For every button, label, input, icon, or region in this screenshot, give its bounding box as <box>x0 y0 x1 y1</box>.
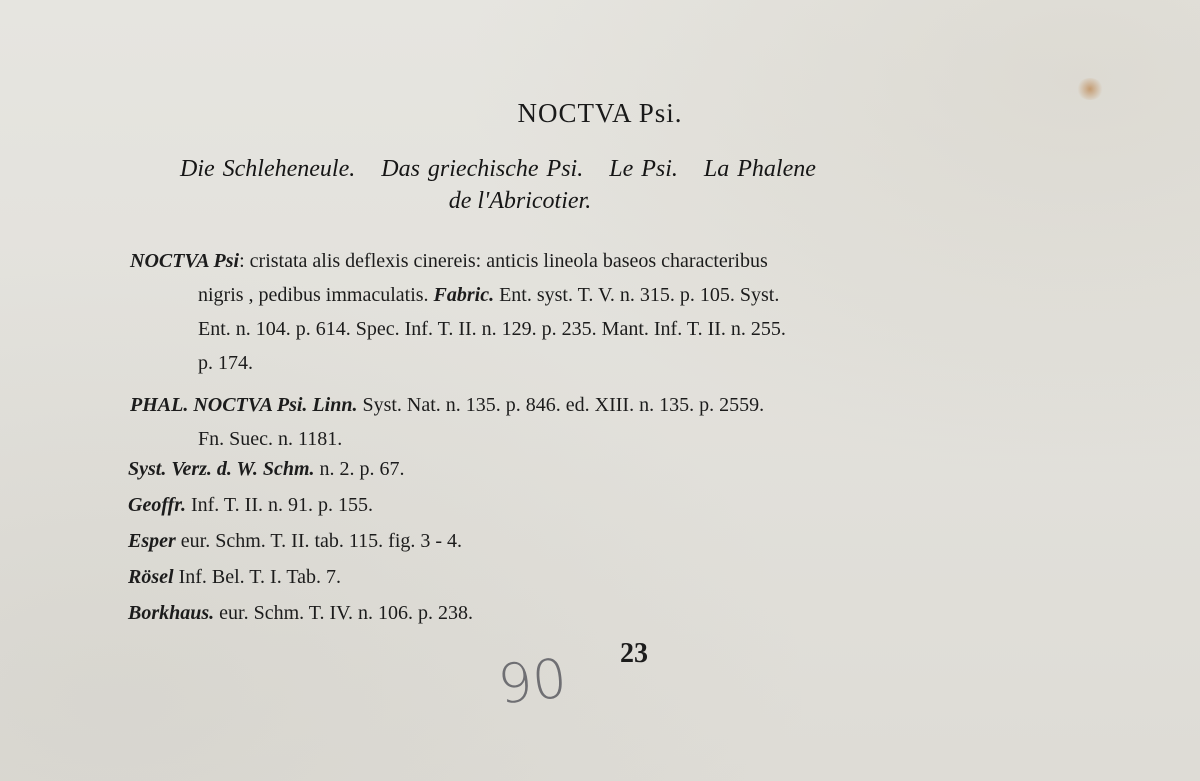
citation <box>128 494 373 517</box>
citation-author: Esper <box>128 530 176 552</box>
citation-author: Rösel <box>128 566 174 588</box>
entry-author: NOCTVA Psi <box>130 250 240 272</box>
entry-line-2-ref: Ent. syst. T. V. n. 315. p. 105. Syst. <box>499 284 780 306</box>
linnaeus-line-1 <box>130 388 1085 422</box>
description-entry <box>130 244 1085 380</box>
subtitle-name-french: Le Psi. <box>609 156 678 182</box>
citation-author: Borkhaus. <box>128 602 215 624</box>
subtitle-line-2: de l'Abricotier. <box>448 188 592 214</box>
citation <box>128 566 341 589</box>
entry-line-1 <box>130 244 1085 278</box>
citation-author: Geoffr. <box>128 494 186 516</box>
subtitle-line-1 <box>180 153 1030 185</box>
subtitle-name-german-2: Das griechische Psi. <box>381 156 584 182</box>
subtitle <box>180 153 1030 217</box>
entry-line-4: p. 174. <box>198 352 253 374</box>
entry-text: : cristata alis deflexis cinereis: anticis lineola baseos characteribus <box>239 250 768 272</box>
subtitle-name-german: Die Schleheneule. <box>180 156 356 182</box>
entry-line-2 <box>130 278 1085 312</box>
linnaeus-line-2: Fn. Suec. n. 1181. <box>198 428 343 450</box>
citation <box>128 458 405 481</box>
page-number: 23 <box>620 638 648 669</box>
linnaeus-text: Syst. Nat. n. 135. p. 846. ed. XIII. n. 135. p. 2559. <box>362 394 765 416</box>
citation-text: eur. Schm. T. II. tab. 115. fig. 3 - 4. <box>180 530 463 552</box>
linnaeus-author: PHAL. NOCTVA Psi. Linn. <box>130 394 358 416</box>
citation-text: Inf. T. II. n. 91. p. 155. <box>190 494 373 516</box>
linnaeus-entry <box>130 388 1085 456</box>
citation <box>128 530 462 553</box>
citation-author: Syst. Verz. d. W. Schm. <box>128 458 315 480</box>
citation-text: Inf. Bel. T. I. Tab. 7. <box>178 566 342 588</box>
subtitle-name-french-2: La Phalene <box>703 156 816 182</box>
entry-line-3: Ent. n. 104. p. 614. Spec. Inf. T. II. n. 129. p. 235. Mant. Inf. T. II. n. 255. <box>198 318 786 340</box>
page-title: NOCTVA Psi. <box>517 98 683 128</box>
entry-line-2-text: nigris , pedibus immaculatis. <box>198 284 429 306</box>
citation-text: eur. Schm. T. IV. n. 106. p. 238. <box>219 602 474 624</box>
entry-line-2-author: Fabric. <box>433 284 495 306</box>
citation-text: n. 2. p. 67. <box>319 458 405 480</box>
foxing-stain <box>1076 78 1104 100</box>
citation <box>128 602 473 625</box>
handwritten-note: 90 <box>494 646 570 717</box>
